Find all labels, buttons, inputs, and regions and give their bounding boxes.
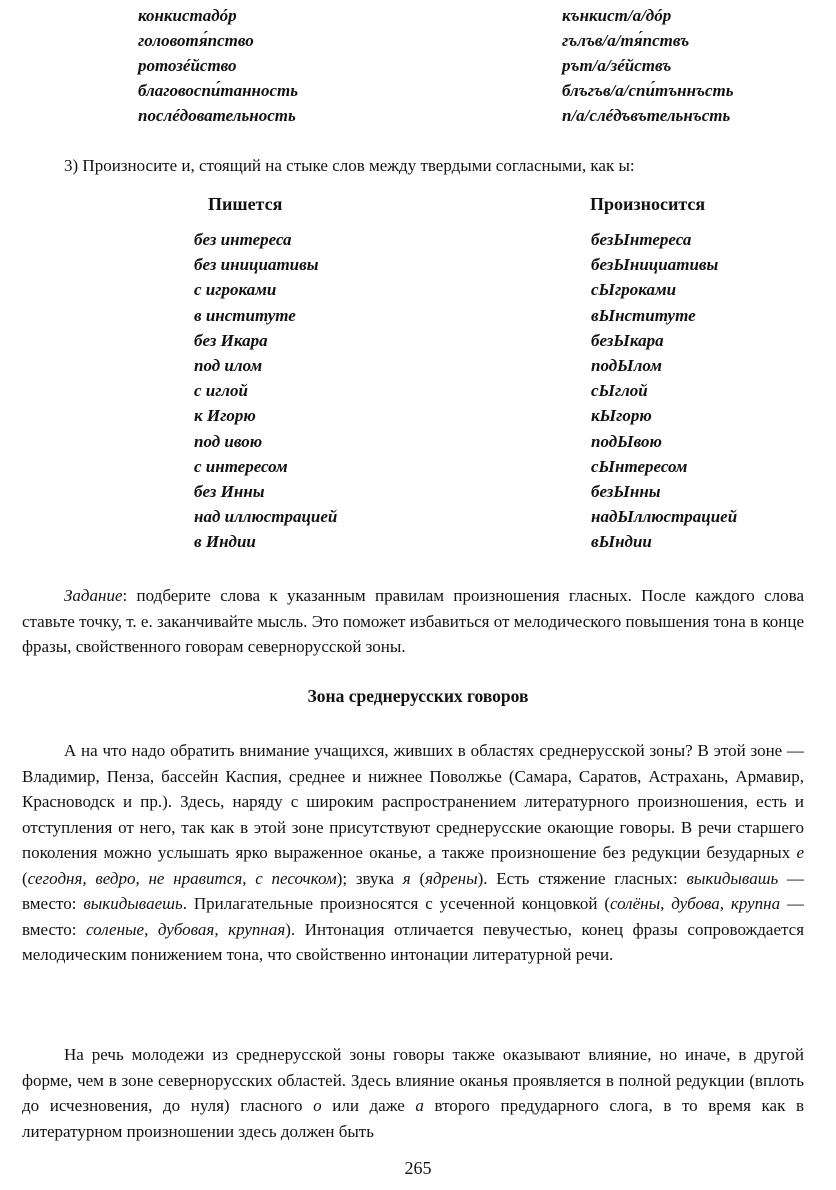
example-spoken: сЫгроками <box>591 280 677 300</box>
example-spoken: вЫнституте <box>591 305 696 325</box>
word-pair-row <box>0 6 836 31</box>
word-written: конкистадóр <box>138 6 237 25</box>
example-spoken: кЫгорю <box>591 406 652 426</box>
example-spoken: подЫлом <box>591 355 662 375</box>
p1-text: — вместо: <box>22 894 805 939</box>
example-written: без инициативы <box>194 255 319 275</box>
example-row <box>0 532 836 557</box>
example-row <box>0 356 836 381</box>
paragraph-1 <box>22 738 804 968</box>
example-written: без Икара <box>194 330 268 350</box>
example-spoken: безЫнтереса <box>591 230 692 249</box>
column-header-spoken: Произносится <box>590 194 706 214</box>
p1-italic: выкидывашь <box>686 868 779 888</box>
example-spoken: безЫкара <box>591 330 664 350</box>
word-spoken: кънкист/а/дóр <box>562 6 672 25</box>
rule-3-text: 3) Произносите и, стоящий на стыке слов между твердыми согласными, как ы: <box>64 156 635 175</box>
column-header-written: Пишется <box>208 194 283 214</box>
p1-text: ); звука <box>336 868 403 888</box>
example-spoken: надЫллюстрацией <box>591 507 738 527</box>
example-written: в Индии <box>194 532 256 552</box>
example-row <box>0 507 836 532</box>
example-written: под илом <box>194 355 263 375</box>
paragraph-2 <box>22 1042 804 1144</box>
p2-italic: о <box>313 1096 322 1115</box>
example-spoken: подЫвою <box>591 431 662 451</box>
example-row <box>0 457 836 482</box>
example-written: под ивою <box>194 431 263 451</box>
p1-text: ). Есть стяжение гласных: <box>477 868 687 888</box>
section-heading: Зона среднерусских говоров <box>307 686 529 706</box>
example-written: в институте <box>194 305 296 325</box>
word-written: ротозéйство <box>138 56 237 75</box>
example-row <box>0 331 836 356</box>
example-written: без Инны <box>194 481 265 501</box>
example-row <box>0 255 836 280</box>
word-written: благовоспи́танность <box>138 81 299 100</box>
p1-text: — вместо: <box>22 868 805 913</box>
p1-italic: ядрены <box>425 868 478 888</box>
example-row <box>0 432 836 457</box>
p1-text: . Прилагательные произносятся с усеченной концовкой ( <box>182 894 610 913</box>
p1-italic: солёны, дубова, крупна <box>609 894 781 913</box>
example-row <box>0 230 836 255</box>
word-pair-row <box>0 31 836 56</box>
example-spoken: безЫнны <box>591 481 661 501</box>
p1-italic: соленые, дубовая, крупная <box>86 919 286 939</box>
task-paragraph <box>22 583 804 660</box>
example-row <box>0 280 836 305</box>
p1-text: А на что надо обратить внимание учащихся, живших в областях среднерусской зоны? В этой зоне — Владимир, Пенза, бассейн Каспия, среднее и нижнее Поволжье (Самара, Саратов, Астрахань, Армавир, Красноводск и пр.). Здесь, наряду с широким распространением литературного произношения, есть и отступления от него, так как в этой зоне присутствуют среднерусские окающие говоры. В речи старшего поколения можно услышать ярко выраженное оканье, а также произношение без редукции безударных <box>22 741 804 862</box>
example-spoken: вЫндии <box>591 532 652 552</box>
page-number: 265 <box>404 1158 432 1178</box>
example-row <box>0 306 836 331</box>
example-written: с интересом <box>194 456 288 476</box>
word-written: послéдовательность <box>138 106 296 125</box>
example-spoken: безЫнициативы <box>591 255 719 275</box>
task-text: : подберите слова к указанным правилам произношения гласных. После каждого слова ставьте точку, т. е. заканчивайте мысль. Это поможет избавиться от мелодического повышения тона в конце фразы, свойственного говорам севернорусской зоны. <box>22 586 804 656</box>
word-pairs-list <box>0 6 836 131</box>
p1-text: ). Интонация отличается певучестью, конец фразы сопровождается мелодическим понижением тона, что свойственно интонации литературной речи. <box>22 919 805 964</box>
example-written: к Игорю <box>194 406 256 426</box>
word-spoken: блъгъв/а/спи́тъннъсть <box>562 81 734 100</box>
example-written: над иллюстрацией <box>194 507 338 527</box>
p1-italic: е <box>796 843 804 862</box>
word-spoken: рът/а/зéйствъ <box>562 56 672 75</box>
example-row <box>0 406 836 431</box>
example-written: с иглой <box>194 381 248 401</box>
example-spoken: сЫнтересом <box>591 456 688 476</box>
example-spoken: сЫглой <box>591 381 648 401</box>
p2-text: второго предударного слога, в то время как в литературном произношении здесь должен быть <box>22 1096 804 1141</box>
p2-text: или даже <box>321 1096 416 1115</box>
example-row <box>0 482 836 507</box>
example-written: с игроками <box>194 280 277 300</box>
p1-text: ( <box>410 868 426 888</box>
p2-text: На речь молодежи из среднерусской зоны говоры также оказывают влияние, но иначе, в другой форме, чем в зоне севернорусских областей. Здесь влияние оканья проявляется в полной редукции (вплоть до исчезновения, до нуля) гласного <box>22 1045 804 1115</box>
example-row <box>0 381 836 406</box>
word-pair-row <box>0 106 836 131</box>
word-pair-row <box>0 56 836 81</box>
examples-list <box>0 230 836 557</box>
p1-italic: выкидываешь <box>83 894 183 913</box>
word-written: головотя́пство <box>138 31 254 50</box>
p1-text: ( <box>22 868 28 888</box>
word-pair-row <box>0 81 836 106</box>
word-spoken: п/а/слéдъвътельнъсть <box>562 106 731 125</box>
task-label: Задание <box>64 586 123 605</box>
word-spoken: гълъв/а/тя́пствъ <box>562 31 690 50</box>
p1-italic: сегодня, ведро, не нравится, с песочком <box>27 868 337 888</box>
p2-italic: а <box>415 1096 424 1115</box>
p1-italic: я <box>402 868 411 888</box>
example-written: без интереса <box>194 230 292 249</box>
